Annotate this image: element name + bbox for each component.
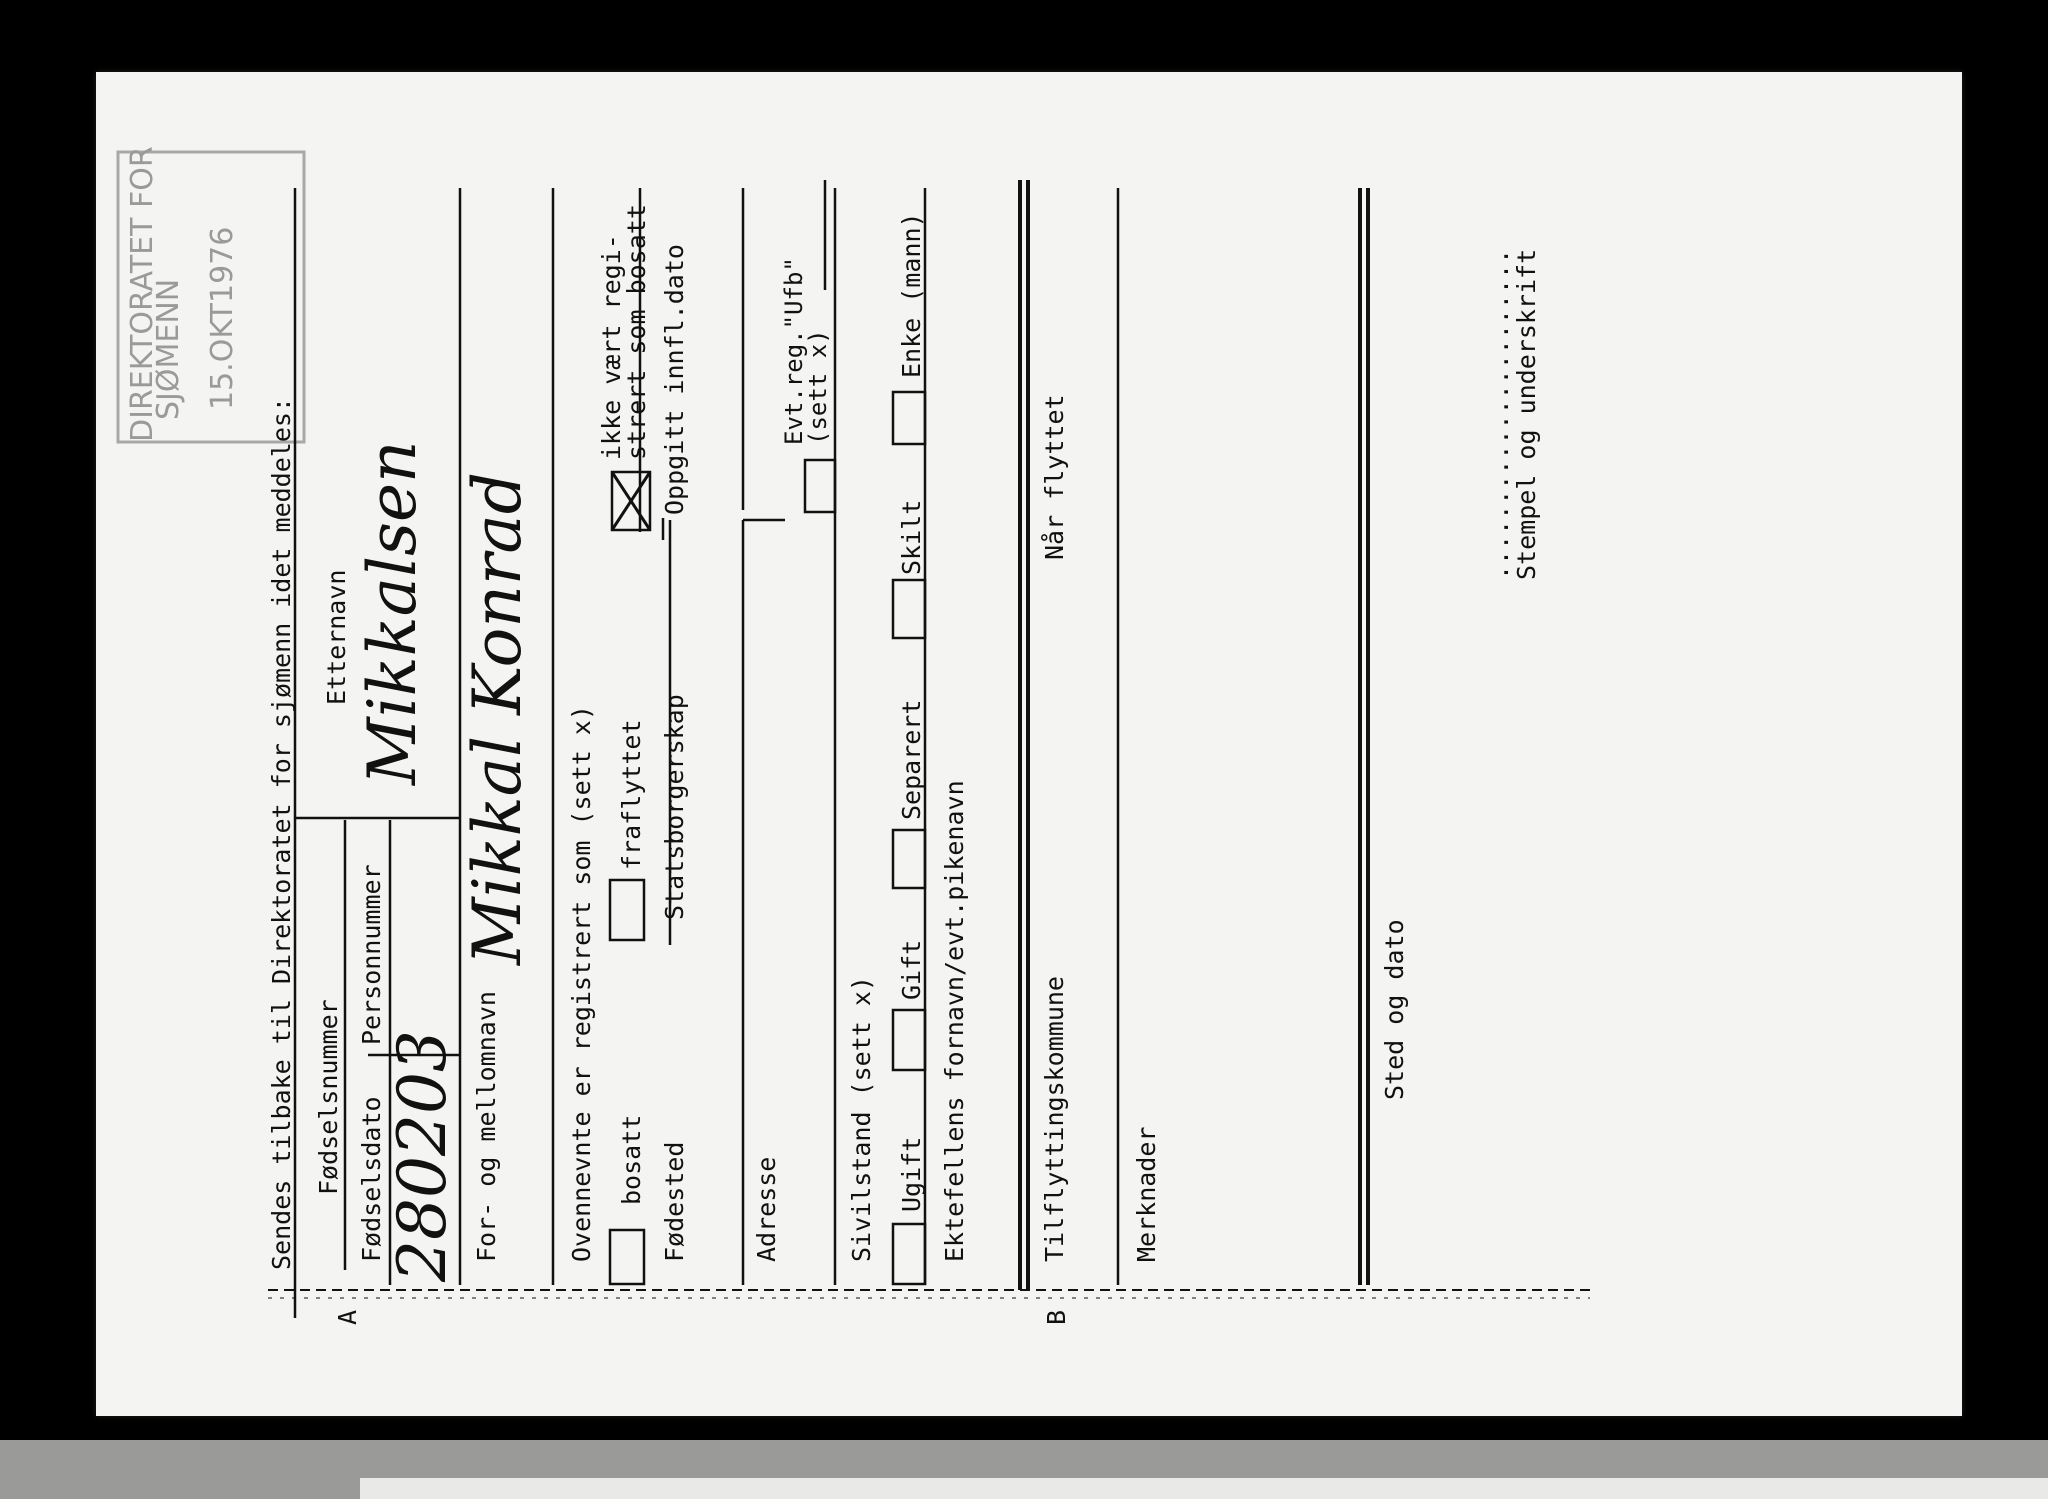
sivil-enke-label: Enke (mann) (897, 212, 926, 378)
tilflytting-label: Tilflyttingskommune (1040, 976, 1069, 1262)
skilt-checkbox[interactable] (893, 580, 925, 638)
etternavn-value: Mikkalsen (354, 440, 431, 785)
fodselsdato-label: Fødselsdato (357, 1096, 386, 1262)
statsborgerskap-label: Statsborgerskap (660, 694, 689, 920)
merknader-label: Merknader (1132, 1126, 1161, 1262)
sivilstand-label: Sivilstand (sett x) (847, 976, 876, 1262)
evt-reg-line2: (sett x) (804, 329, 832, 445)
form-header-title: Sendes tilbake til Direktoratet for sjømenn idet meddeles: (267, 397, 296, 1270)
registrert-label: Ovennevnte er registrert som (sett x) (567, 705, 596, 1262)
option-bosatt-label: bosatt (617, 1114, 646, 1205)
section-b-letter: B (1042, 1309, 1071, 1325)
section-a-letter: A (333, 1309, 362, 1325)
fraflyttet-checkbox[interactable] (610, 880, 644, 940)
fodested-label: Fødested (660, 1141, 689, 1262)
sivil-skilt-label: Skilt (897, 499, 926, 575)
ugift-checkbox[interactable] (893, 1224, 925, 1284)
ufb-checkbox[interactable] (805, 460, 835, 512)
fornavn-value: Mikkal Konrad (459, 471, 536, 965)
sivil-separert-label: Separert (897, 699, 926, 820)
bosatt-checkbox[interactable] (610, 1230, 644, 1284)
stamp-date: 15.OKT1976 (205, 226, 240, 410)
option-fraflyttet-label: fraflyttet (617, 719, 646, 870)
fodselsnummer-label: Fødselsnummer (314, 999, 343, 1195)
ektefelle-label: Ektefellens fornavn/evt.pikenavn (940, 780, 969, 1262)
option-ikke-vaert-line1: ikke vært regi- (597, 234, 626, 460)
evt-reg-line1: Evt.reg."Ufb" (780, 257, 808, 445)
nar-flyttet-label: Når flyttet (1040, 394, 1069, 560)
sted-dato-label: Sted og dato (1380, 919, 1409, 1100)
fornavn-label: For- og mellomnavn (472, 991, 501, 1262)
signature-label: Stempel og underskrift (1512, 248, 1541, 580)
gift-checkbox[interactable] (893, 1010, 925, 1070)
adresse-label: Adresse (752, 1156, 781, 1262)
oppgitt-label: Oppgitt innfl.dato (660, 244, 689, 515)
ikke-vaert-checkbox[interactable] (612, 472, 650, 530)
stamp-line1: DIREKTORATET FOR (125, 146, 160, 442)
sivil-gift-label: Gift (897, 939, 926, 1000)
sivil-ugift-label: Ugift (897, 1136, 926, 1212)
etternavn-label: Etternavn (322, 569, 351, 705)
enke-checkbox[interactable] (893, 392, 925, 444)
fodselsdato-value: 280203 (384, 1030, 461, 1282)
option-ikke-vaert-line2: strert som bosatt (622, 204, 651, 460)
signature-dots: ...................... (1485, 248, 1514, 580)
stamp-line2: SJØMENN (151, 278, 186, 420)
personnummer-label: Personnummer (357, 864, 386, 1045)
separert-checkbox[interactable] (893, 830, 925, 888)
